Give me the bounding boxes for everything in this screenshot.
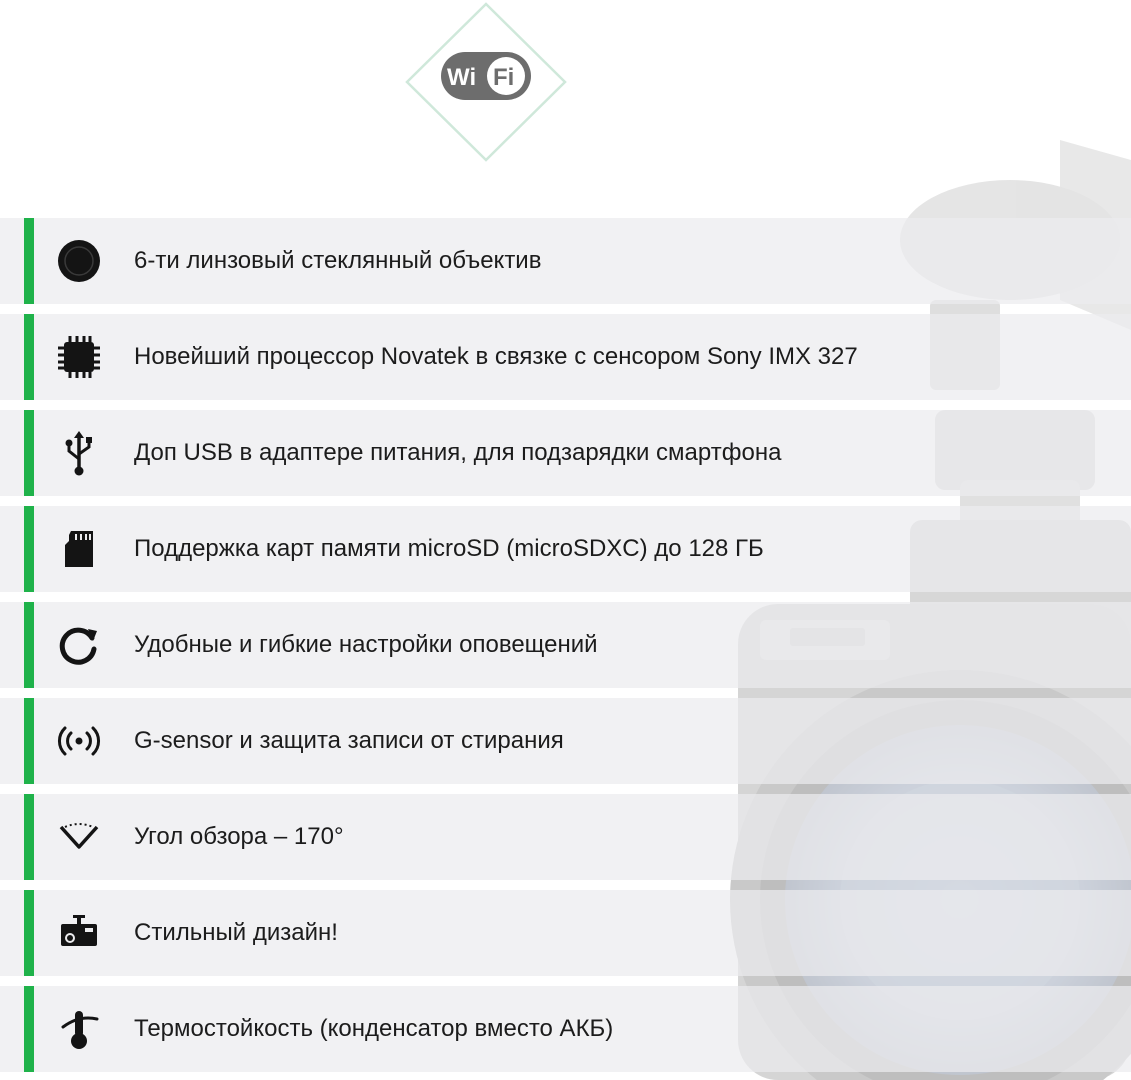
feature-item-gsensor	[0, 698, 1131, 784]
accent-bar	[24, 986, 34, 1072]
feature-item-thermal	[0, 986, 1131, 1072]
wifi-badge	[403, 0, 569, 164]
feature-item-design	[0, 890, 1131, 976]
feature-label: Угол обзора – 170°	[134, 823, 344, 850]
refresh-icon	[55, 621, 103, 669]
usb-icon	[55, 429, 103, 477]
gsensor-signal-icon	[55, 717, 103, 765]
sd-card-icon	[55, 525, 103, 573]
feature-item-microsd	[0, 506, 1131, 592]
viewing-angle-icon	[55, 813, 103, 861]
accent-bar	[24, 602, 34, 688]
thermometer-icon	[55, 1005, 103, 1053]
feature-label: Термостойкость (конденсатор вместо АКБ)	[134, 1015, 614, 1042]
accent-bar	[24, 794, 34, 880]
feature-label: Удобные и гибкие настройки оповещений	[134, 631, 598, 658]
feature-label: 6-ти линзовый стеклянный объектив	[134, 247, 542, 274]
feature-label: Новейший процессор Novatek в связке с сенсором Sony IMX 327	[134, 343, 858, 370]
feature-label: Доп USB в адаптере питания, для подзарядки смартфона	[134, 439, 782, 466]
dashcam-icon	[55, 909, 103, 957]
svg-text:Wi: Wi	[447, 64, 477, 91]
accent-bar	[24, 314, 34, 400]
feature-item-processor	[0, 314, 1131, 400]
feature-item-usb	[0, 410, 1131, 496]
accent-bar	[24, 506, 34, 592]
lens-icon	[55, 237, 103, 285]
wifi-logo-icon	[441, 52, 531, 100]
processor-chip-icon	[55, 333, 103, 381]
feature-item-lens	[0, 218, 1131, 304]
svg-text:Fi: Fi	[493, 64, 515, 91]
feature-item-notifications	[0, 602, 1131, 688]
feature-label: Стильный дизайн!	[134, 919, 338, 946]
accent-bar	[24, 698, 34, 784]
accent-bar	[24, 890, 34, 976]
feature-label: G-sensor и защита записи от стирания	[134, 727, 564, 754]
feature-item-viewing-angle	[0, 794, 1131, 880]
feature-label: Поддержка карт памяти microSD (microSDXC) до 128 ГБ	[134, 535, 764, 562]
accent-bar	[24, 218, 34, 304]
accent-bar	[24, 410, 34, 496]
